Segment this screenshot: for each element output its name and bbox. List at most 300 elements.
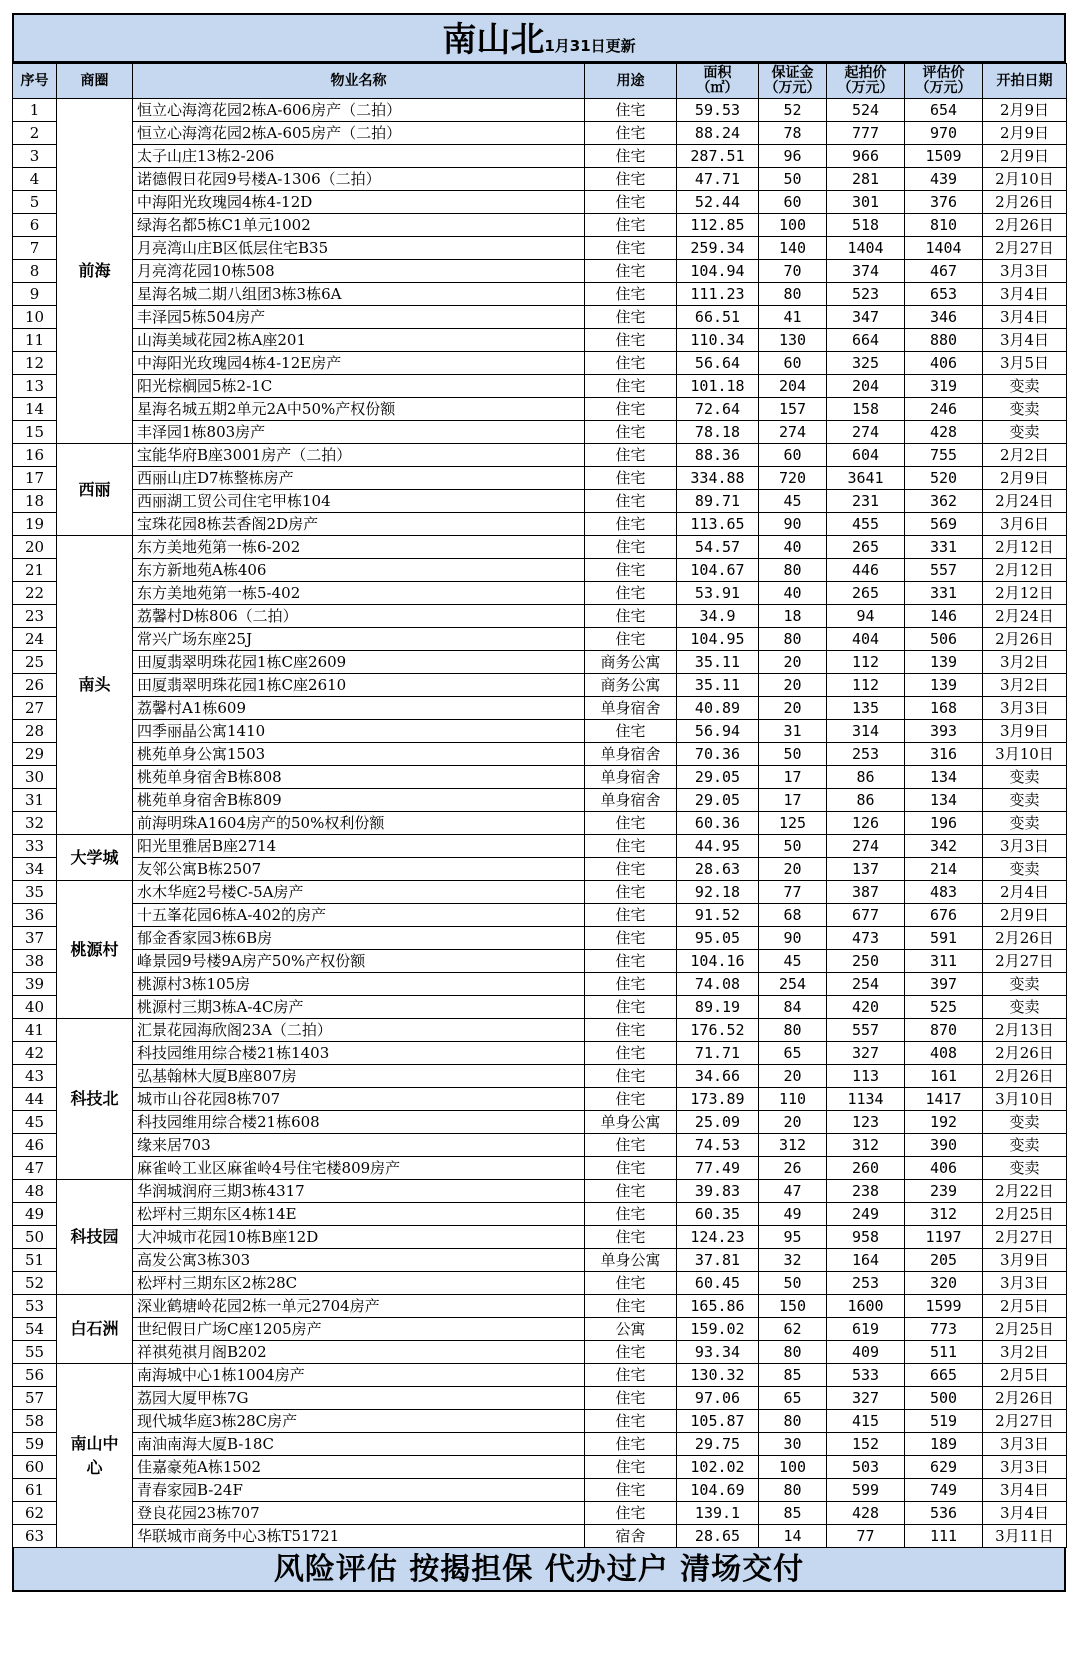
row-index-cell: 7 — [13, 237, 57, 260]
header-row — [13, 64, 1067, 99]
area-cell: 南头 — [57, 536, 133, 835]
usage-cell: 住宅 — [585, 582, 677, 605]
deposit-cell: 20 — [759, 651, 827, 674]
usage-cell: 单身宿舍 — [585, 743, 677, 766]
valuation-cell: 390 — [905, 1134, 983, 1157]
deposit-cell: 50 — [759, 1272, 827, 1295]
start-price-cell: 523 — [827, 283, 905, 306]
valuation-cell: 246 — [905, 398, 983, 421]
deposit-cell: 70 — [759, 260, 827, 283]
valuation-cell: 331 — [905, 582, 983, 605]
deposit-cell: 90 — [759, 927, 827, 950]
valuation-cell: 342 — [905, 835, 983, 858]
size-cell: 88.24 — [677, 122, 759, 145]
deposit-cell: 30 — [759, 1433, 827, 1456]
row-index-cell: 32 — [13, 812, 57, 835]
size-cell: 74.53 — [677, 1134, 759, 1157]
table-row — [13, 1226, 1067, 1249]
row-index-cell: 47 — [13, 1157, 57, 1180]
deposit-cell: 41 — [759, 306, 827, 329]
deposit-cell: 85 — [759, 1364, 827, 1387]
start-price-cell: 274 — [827, 421, 905, 444]
property-name-cell: 华联城市商务中心3栋T51721 — [133, 1525, 585, 1548]
start-price-cell: 1600 — [827, 1295, 905, 1318]
row-index-cell: 13 — [13, 375, 57, 398]
property-name-cell: 阳光棕榈园5栋2-1C — [133, 375, 585, 398]
size-cell: 60.35 — [677, 1203, 759, 1226]
valuation-cell: 239 — [905, 1180, 983, 1203]
property-name-cell: 科技园维用综合楼21栋608 — [133, 1111, 585, 1134]
property-name-cell: 中海阳光玫瑰园4栋4-12D — [133, 191, 585, 214]
size-cell: 104.94 — [677, 260, 759, 283]
deposit-cell: 65 — [759, 1387, 827, 1410]
row-index-cell: 23 — [13, 605, 57, 628]
row-index-cell: 24 — [13, 628, 57, 651]
start-price-cell: 473 — [827, 927, 905, 950]
deposit-cell: 274 — [759, 421, 827, 444]
property-name-cell: 南海城中心1栋1004房产 — [133, 1364, 585, 1387]
start-price-cell: 231 — [827, 490, 905, 513]
usage-cell: 住宅 — [585, 329, 677, 352]
property-name-cell: 诺德假日花园9号楼A-1306（二拍） — [133, 168, 585, 191]
usage-cell: 住宅 — [585, 490, 677, 513]
row-index-cell: 30 — [13, 766, 57, 789]
row-index-cell: 44 — [13, 1088, 57, 1111]
row-index-cell: 14 — [13, 398, 57, 421]
row-index-cell: 42 — [13, 1042, 57, 1065]
usage-cell: 住宅 — [585, 720, 677, 743]
table-row — [13, 1364, 1067, 1387]
usage-cell: 住宅 — [585, 122, 677, 145]
property-name-cell: 南油南海大厦B-18C — [133, 1433, 585, 1456]
start-price-cell: 387 — [827, 881, 905, 904]
valuation-cell: 134 — [905, 789, 983, 812]
auction-date-cell: 3月2日 — [983, 651, 1067, 674]
start-price-cell: 420 — [827, 996, 905, 1019]
title-bar — [12, 13, 1066, 63]
deposit-cell: 60 — [759, 352, 827, 375]
property-name-cell: 田厦翡翠明珠花园1栋C座2610 — [133, 674, 585, 697]
area-cell: 桃源村 — [57, 881, 133, 1019]
size-cell: 101.18 — [677, 375, 759, 398]
property-name-cell: 星海名城五期2单元2A中50%产权份额 — [133, 398, 585, 421]
auction-date-cell: 变卖 — [983, 1134, 1067, 1157]
property-name-cell: 东方美地苑第一栋6-202 — [133, 536, 585, 559]
table-row — [13, 1088, 1067, 1111]
deposit-cell: 62 — [759, 1318, 827, 1341]
auction-date-cell: 变卖 — [983, 766, 1067, 789]
valuation-cell: 397 — [905, 973, 983, 996]
usage-cell: 住宅 — [585, 1203, 677, 1226]
auction-date-cell: 变卖 — [983, 973, 1067, 996]
table-row — [13, 835, 1067, 858]
size-cell: 35.11 — [677, 674, 759, 697]
usage-cell: 住宅 — [585, 1433, 677, 1456]
auction-date-cell: 2月26日 — [983, 191, 1067, 214]
auction-date-cell: 2月26日 — [983, 628, 1067, 651]
property-name-cell: 四季丽晶公寓1410 — [133, 720, 585, 743]
valuation-cell: 139 — [905, 674, 983, 697]
valuation-cell: 316 — [905, 743, 983, 766]
row-index-cell: 59 — [13, 1433, 57, 1456]
usage-cell: 商务公寓 — [585, 674, 677, 697]
auction-date-cell: 3月3日 — [983, 1272, 1067, 1295]
property-name-cell: 荔馨村A1栋609 — [133, 697, 585, 720]
size-cell: 104.67 — [677, 559, 759, 582]
property-name-cell: 祥祺苑祺月阁B202 — [133, 1341, 585, 1364]
col-usage-header: 用途 — [585, 64, 677, 99]
deposit-cell: 17 — [759, 789, 827, 812]
deposit-cell: 80 — [759, 1479, 827, 1502]
start-price-cell: 1134 — [827, 1088, 905, 1111]
start-price-cell: 123 — [827, 1111, 905, 1134]
size-cell: 113.65 — [677, 513, 759, 536]
table-row — [13, 1387, 1067, 1410]
start-price-cell: 533 — [827, 1364, 905, 1387]
usage-cell: 住宅 — [585, 950, 677, 973]
deposit-cell: 80 — [759, 1019, 827, 1042]
row-index-cell: 10 — [13, 306, 57, 329]
row-index-cell: 5 — [13, 191, 57, 214]
deposit-cell: 26 — [759, 1157, 827, 1180]
auction-date-cell: 2月26日 — [983, 1042, 1067, 1065]
start-price-cell: 428 — [827, 1502, 905, 1525]
usage-cell: 住宅 — [585, 283, 677, 306]
table-row — [13, 237, 1067, 260]
deposit-cell: 157 — [759, 398, 827, 421]
deposit-cell: 49 — [759, 1203, 827, 1226]
size-cell: 165.86 — [677, 1295, 759, 1318]
property-name-cell: 前海明珠A1604房产的50%权利份额 — [133, 812, 585, 835]
start-price-cell: 327 — [827, 1387, 905, 1410]
row-index-cell: 19 — [13, 513, 57, 536]
deposit-cell: 52 — [759, 99, 827, 122]
auction-date-cell: 3月4日 — [983, 329, 1067, 352]
table-row — [13, 582, 1067, 605]
valuation-cell: 214 — [905, 858, 983, 881]
size-cell: 60.36 — [677, 812, 759, 835]
deposit-cell: 100 — [759, 214, 827, 237]
start-price-cell: 253 — [827, 743, 905, 766]
start-price-cell: 677 — [827, 904, 905, 927]
size-cell: 91.52 — [677, 904, 759, 927]
property-name-cell: 青春家园B-24F — [133, 1479, 585, 1502]
usage-cell: 住宅 — [585, 421, 677, 444]
valuation-cell: 880 — [905, 329, 983, 352]
usage-cell: 住宅 — [585, 973, 677, 996]
row-index-cell: 20 — [13, 536, 57, 559]
property-name-cell: 桃苑单身宿舍B栋809 — [133, 789, 585, 812]
start-price-cell: 281 — [827, 168, 905, 191]
usage-cell: 住宅 — [585, 352, 677, 375]
auction-date-cell: 2月12日 — [983, 582, 1067, 605]
start-price-cell: 958 — [827, 1226, 905, 1249]
usage-cell: 住宅 — [585, 812, 677, 835]
usage-cell: 住宅 — [585, 1387, 677, 1410]
table-row — [13, 99, 1067, 122]
valuation-cell: 312 — [905, 1203, 983, 1226]
usage-cell: 住宅 — [585, 1295, 677, 1318]
valuation-cell: 591 — [905, 927, 983, 950]
table-row — [13, 743, 1067, 766]
property-name-cell: 阳光里雅居B座2714 — [133, 835, 585, 858]
deposit-cell: 85 — [759, 1502, 827, 1525]
row-index-cell: 9 — [13, 283, 57, 306]
start-price-cell: 274 — [827, 835, 905, 858]
property-name-cell: 桃源村三期3栋A-4C房产 — [133, 996, 585, 1019]
valuation-cell: 557 — [905, 559, 983, 582]
size-cell: 25.09 — [677, 1111, 759, 1134]
size-cell: 39.83 — [677, 1180, 759, 1203]
start-price-cell: 966 — [827, 145, 905, 168]
auction-date-cell: 变卖 — [983, 812, 1067, 835]
usage-cell: 住宅 — [585, 996, 677, 1019]
property-name-cell: 月亮湾山庄B区低层住宅B35 — [133, 237, 585, 260]
property-table — [12, 63, 1067, 1548]
col-start-price-header: 起拍价 （万元） — [827, 64, 905, 99]
table-row — [13, 145, 1067, 168]
usage-cell: 住宅 — [585, 628, 677, 651]
deposit-cell: 80 — [759, 1341, 827, 1364]
size-cell: 29.05 — [677, 766, 759, 789]
deposit-cell: 20 — [759, 858, 827, 881]
table-row — [13, 1203, 1067, 1226]
start-price-cell: 404 — [827, 628, 905, 651]
table-row — [13, 467, 1067, 490]
deposit-cell: 80 — [759, 283, 827, 306]
start-price-cell: 112 — [827, 651, 905, 674]
valuation-cell: 346 — [905, 306, 983, 329]
size-cell: 56.64 — [677, 352, 759, 375]
usage-cell: 住宅 — [585, 398, 677, 421]
row-index-cell: 46 — [13, 1134, 57, 1157]
table-row — [13, 1042, 1067, 1065]
row-index-cell: 49 — [13, 1203, 57, 1226]
size-cell: 334.88 — [677, 467, 759, 490]
row-index-cell: 36 — [13, 904, 57, 927]
auction-date-cell: 3月2日 — [983, 674, 1067, 697]
deposit-cell: 96 — [759, 145, 827, 168]
size-cell: 92.18 — [677, 881, 759, 904]
deposit-cell: 100 — [759, 1456, 827, 1479]
auction-date-cell: 2月10日 — [983, 168, 1067, 191]
size-cell: 72.64 — [677, 398, 759, 421]
auction-date-cell: 3月4日 — [983, 1479, 1067, 1502]
start-price-cell: 137 — [827, 858, 905, 881]
size-cell: 89.19 — [677, 996, 759, 1019]
valuation-cell: 189 — [905, 1433, 983, 1456]
deposit-cell: 150 — [759, 1295, 827, 1318]
deposit-cell: 31 — [759, 720, 827, 743]
auction-date-cell: 2月25日 — [983, 1203, 1067, 1226]
valuation-cell: 111 — [905, 1525, 983, 1548]
size-cell: 44.95 — [677, 835, 759, 858]
auction-date-cell: 3月10日 — [983, 1088, 1067, 1111]
auction-date-cell: 2月27日 — [983, 1410, 1067, 1433]
usage-cell: 住宅 — [585, 1134, 677, 1157]
row-index-cell: 33 — [13, 835, 57, 858]
auction-date-cell: 2月26日 — [983, 1387, 1067, 1410]
row-index-cell: 31 — [13, 789, 57, 812]
size-cell: 130.32 — [677, 1364, 759, 1387]
valuation-cell: 676 — [905, 904, 983, 927]
usage-cell: 住宅 — [585, 191, 677, 214]
property-name-cell: 汇景花园海欣阁23A（二拍） — [133, 1019, 585, 1042]
size-cell: 54.57 — [677, 536, 759, 559]
size-cell: 176.52 — [677, 1019, 759, 1042]
auction-date-cell: 变卖 — [983, 398, 1067, 421]
valuation-cell: 536 — [905, 1502, 983, 1525]
usage-cell: 单身宿舍 — [585, 789, 677, 812]
table-row — [13, 651, 1067, 674]
start-price-cell: 204 — [827, 375, 905, 398]
size-cell: 95.05 — [677, 927, 759, 950]
auction-date-cell: 2月27日 — [983, 1226, 1067, 1249]
row-index-cell: 28 — [13, 720, 57, 743]
start-price-cell: 619 — [827, 1318, 905, 1341]
usage-cell: 单身公寓 — [585, 1249, 677, 1272]
row-index-cell: 17 — [13, 467, 57, 490]
property-name-cell: 十五峯花园6栋A-402的房产 — [133, 904, 585, 927]
property-name-cell: 华润城润府三期3栋4317 — [133, 1180, 585, 1203]
valuation-cell: 749 — [905, 1479, 983, 1502]
deposit-cell: 32 — [759, 1249, 827, 1272]
auction-date-cell: 3月11日 — [983, 1525, 1067, 1548]
auction-date-cell: 2月26日 — [983, 1065, 1067, 1088]
deposit-cell: 20 — [759, 1065, 827, 1088]
start-price-cell: 374 — [827, 260, 905, 283]
property-name-cell: 荔园大厦甲栋7G — [133, 1387, 585, 1410]
start-price-cell: 86 — [827, 766, 905, 789]
row-index-cell: 62 — [13, 1502, 57, 1525]
property-name-cell: 世纪假日广场C座1205房产 — [133, 1318, 585, 1341]
start-price-cell: 409 — [827, 1341, 905, 1364]
property-name-cell: 郁金香家园3栋6B房 — [133, 927, 585, 950]
table-row — [13, 260, 1067, 283]
table-row — [13, 1433, 1067, 1456]
row-index-cell: 26 — [13, 674, 57, 697]
valuation-cell: 146 — [905, 605, 983, 628]
usage-cell: 住宅 — [585, 1456, 677, 1479]
start-price-cell: 325 — [827, 352, 905, 375]
start-price-cell: 347 — [827, 306, 905, 329]
property-name-cell: 常兴广场东座25J — [133, 628, 585, 651]
property-name-cell: 丰泽园1栋803房产 — [133, 421, 585, 444]
table-row — [13, 1525, 1067, 1548]
usage-cell: 住宅 — [585, 559, 677, 582]
usage-cell: 住宅 — [585, 1157, 677, 1180]
valuation-cell: 406 — [905, 352, 983, 375]
deposit-cell: 60 — [759, 444, 827, 467]
auction-date-cell: 2月24日 — [983, 605, 1067, 628]
row-index-cell: 34 — [13, 858, 57, 881]
deposit-cell: 20 — [759, 697, 827, 720]
property-name-cell: 深业鹤塘岭花园2栋一单元2704房产 — [133, 1295, 585, 1318]
valuation-cell: 331 — [905, 536, 983, 559]
deposit-cell: 40 — [759, 582, 827, 605]
row-index-cell: 2 — [13, 122, 57, 145]
auction-date-cell: 3月3日 — [983, 697, 1067, 720]
deposit-cell: 50 — [759, 835, 827, 858]
valuation-cell: 483 — [905, 881, 983, 904]
table-row — [13, 214, 1067, 237]
auction-date-cell: 2月9日 — [983, 122, 1067, 145]
col-area-header: 商圈 — [57, 64, 133, 99]
table-row — [13, 1111, 1067, 1134]
auction-sheet — [12, 13, 1066, 1592]
row-index-cell: 41 — [13, 1019, 57, 1042]
usage-cell: 住宅 — [585, 904, 677, 927]
row-index-cell: 16 — [13, 444, 57, 467]
deposit-cell: 80 — [759, 1410, 827, 1433]
row-index-cell: 51 — [13, 1249, 57, 1272]
area-cell: 南山中心 — [57, 1364, 133, 1548]
deposit-cell: 90 — [759, 513, 827, 536]
start-price-cell: 86 — [827, 789, 905, 812]
row-index-cell: 38 — [13, 950, 57, 973]
row-index-cell: 4 — [13, 168, 57, 191]
property-name-cell: 绿海名都5栋C1单元1002 — [133, 214, 585, 237]
table-row — [13, 122, 1067, 145]
table-row — [13, 1019, 1067, 1042]
valuation-cell: 168 — [905, 697, 983, 720]
col-property-name-header: 物业名称 — [133, 64, 585, 99]
deposit-cell: 20 — [759, 1111, 827, 1134]
table-row — [13, 306, 1067, 329]
start-price-cell: 249 — [827, 1203, 905, 1226]
valuation-cell: 362 — [905, 490, 983, 513]
usage-cell: 单身公寓 — [585, 1111, 677, 1134]
start-price-cell: 664 — [827, 329, 905, 352]
start-price-cell: 524 — [827, 99, 905, 122]
deposit-cell: 45 — [759, 950, 827, 973]
area-cell: 西丽 — [57, 444, 133, 536]
start-price-cell: 599 — [827, 1479, 905, 1502]
deposit-cell: 95 — [759, 1226, 827, 1249]
property-name-cell: 荔馨村D栋806（二拍） — [133, 605, 585, 628]
row-index-cell: 39 — [13, 973, 57, 996]
auction-date-cell: 3月10日 — [983, 743, 1067, 766]
start-price-cell: 135 — [827, 697, 905, 720]
size-cell: 139.1 — [677, 1502, 759, 1525]
row-index-cell: 22 — [13, 582, 57, 605]
row-index-cell: 15 — [13, 421, 57, 444]
deposit-cell: 47 — [759, 1180, 827, 1203]
size-cell: 97.06 — [677, 1387, 759, 1410]
size-cell: 78.18 — [677, 421, 759, 444]
usage-cell: 住宅 — [585, 605, 677, 628]
usage-cell: 住宅 — [585, 536, 677, 559]
table-row — [13, 1272, 1067, 1295]
row-index-cell: 18 — [13, 490, 57, 513]
table-row — [13, 1410, 1067, 1433]
row-index-cell: 29 — [13, 743, 57, 766]
table-row — [13, 1134, 1067, 1157]
table-row — [13, 697, 1067, 720]
deposit-cell: 312 — [759, 1134, 827, 1157]
row-index-cell: 12 — [13, 352, 57, 375]
row-index-cell: 3 — [13, 145, 57, 168]
valuation-cell: 1417 — [905, 1088, 983, 1111]
auction-date-cell: 2月22日 — [983, 1180, 1067, 1203]
footer-slogan: 风险评估 按揭担保 代办过户 清场交付 — [12, 1548, 1066, 1592]
size-cell: 59.53 — [677, 99, 759, 122]
table-row — [13, 352, 1067, 375]
size-cell: 28.63 — [677, 858, 759, 881]
auction-date-cell: 2月13日 — [983, 1019, 1067, 1042]
table-row — [13, 927, 1067, 950]
auction-date-cell: 2月9日 — [983, 145, 1067, 168]
